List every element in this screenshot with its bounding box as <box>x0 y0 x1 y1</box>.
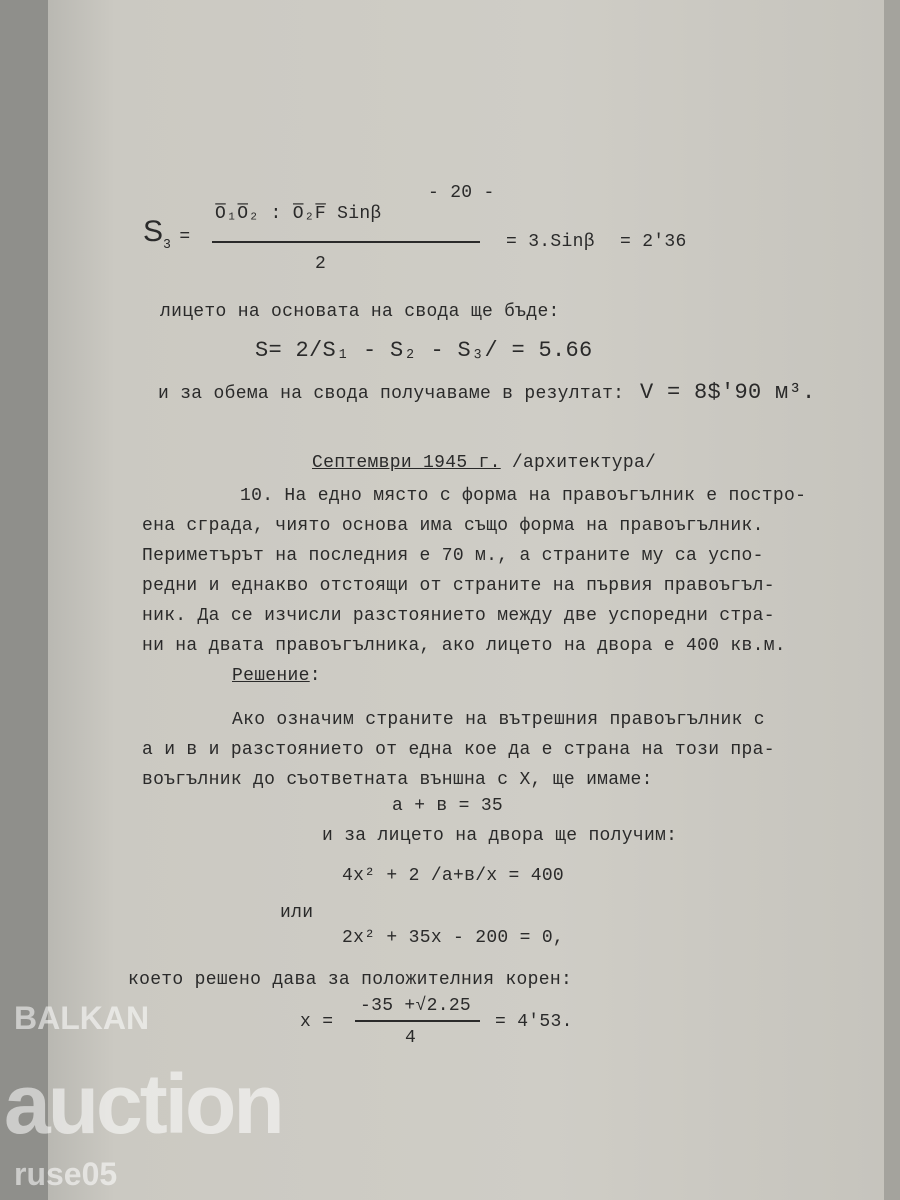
problem-line: ни на двата правоъгълника, ако лицето на двора е 400 кв.м. <box>142 636 786 656</box>
problem-line: ена сграда, чиято основа има също форма на правоъгълник. <box>142 516 764 536</box>
text-or: или <box>280 903 314 923</box>
equation-2: 4х² + 2 /а+в/х = 400 <box>342 866 565 886</box>
page-number: - 20 - <box>428 183 495 203</box>
section-heading <box>312 453 656 474</box>
page-edge <box>884 0 900 1200</box>
s3-result: = 2'36 <box>620 232 687 252</box>
s3-lhs: S <box>143 215 164 248</box>
watermark-auction: auction <box>4 1057 282 1151</box>
eq4-denominator: 4 <box>405 1028 417 1048</box>
eq4-numerator: -35 +√2.25 <box>360 996 472 1016</box>
text-volume: и за обема на свода получаваме в резултат: <box>158 384 625 404</box>
problem-line: редни и еднакво отстоящи от страните на първия правоъгъл- <box>142 576 775 596</box>
s3-sub: 3 <box>163 236 171 251</box>
solution-heading <box>232 666 321 687</box>
text-yard: и за лицето на двора ще получим: <box>322 826 678 846</box>
problem-line: Периметърът на последния е 70 м., а страните му са успо- <box>142 546 764 566</box>
section-date: Септември 1945 г. <box>312 453 501 473</box>
solution-line: Ако означим страните на вътрешния правоъгълник с <box>232 710 765 730</box>
text-base-area: лицето на основата на свода ще бъде: <box>160 302 560 322</box>
solution-label: Решение <box>232 666 310 686</box>
s3-numerator: O̅₁O̅₂ : O̅₂F̅ Sinβ <box>215 204 382 224</box>
solution-line: воъгълник до съответната външна с Х, ще имаме: <box>142 770 653 790</box>
s3-denominator: 2 <box>315 254 327 274</box>
text-root: което решено дава за положителния корен: <box>128 970 573 990</box>
equation-3: 2х² + 35х - 200 = 0, <box>342 928 565 948</box>
s3-middle: = 3.Sinβ <box>506 232 595 252</box>
watermark-balkan: BALKAN <box>14 1000 150 1036</box>
eq4-lhs: х = <box>300 1012 334 1032</box>
watermark-user: ruse05 <box>14 1156 118 1192</box>
equation-1: а + в = 35 <box>392 796 504 816</box>
solution-colon: : <box>309 666 321 686</box>
problem-line: 10. На едно място с форма на правоъгълник е постро- <box>240 486 807 506</box>
solution-line: а и в и разстоянието от една кое да е страна на този пра- <box>142 740 775 760</box>
formula-v: V = 8$'90 м³. <box>640 380 816 405</box>
problem-line: ник. Да се изчисли разстоянието между две успоредни стра- <box>142 606 775 626</box>
eq4-result: = 4'53. <box>495 1012 573 1032</box>
section-tag: /архитектура/ <box>500 453 657 473</box>
formula-s: S= 2/S₁ - S₂ - S₃/ = 5.66 <box>255 338 593 363</box>
